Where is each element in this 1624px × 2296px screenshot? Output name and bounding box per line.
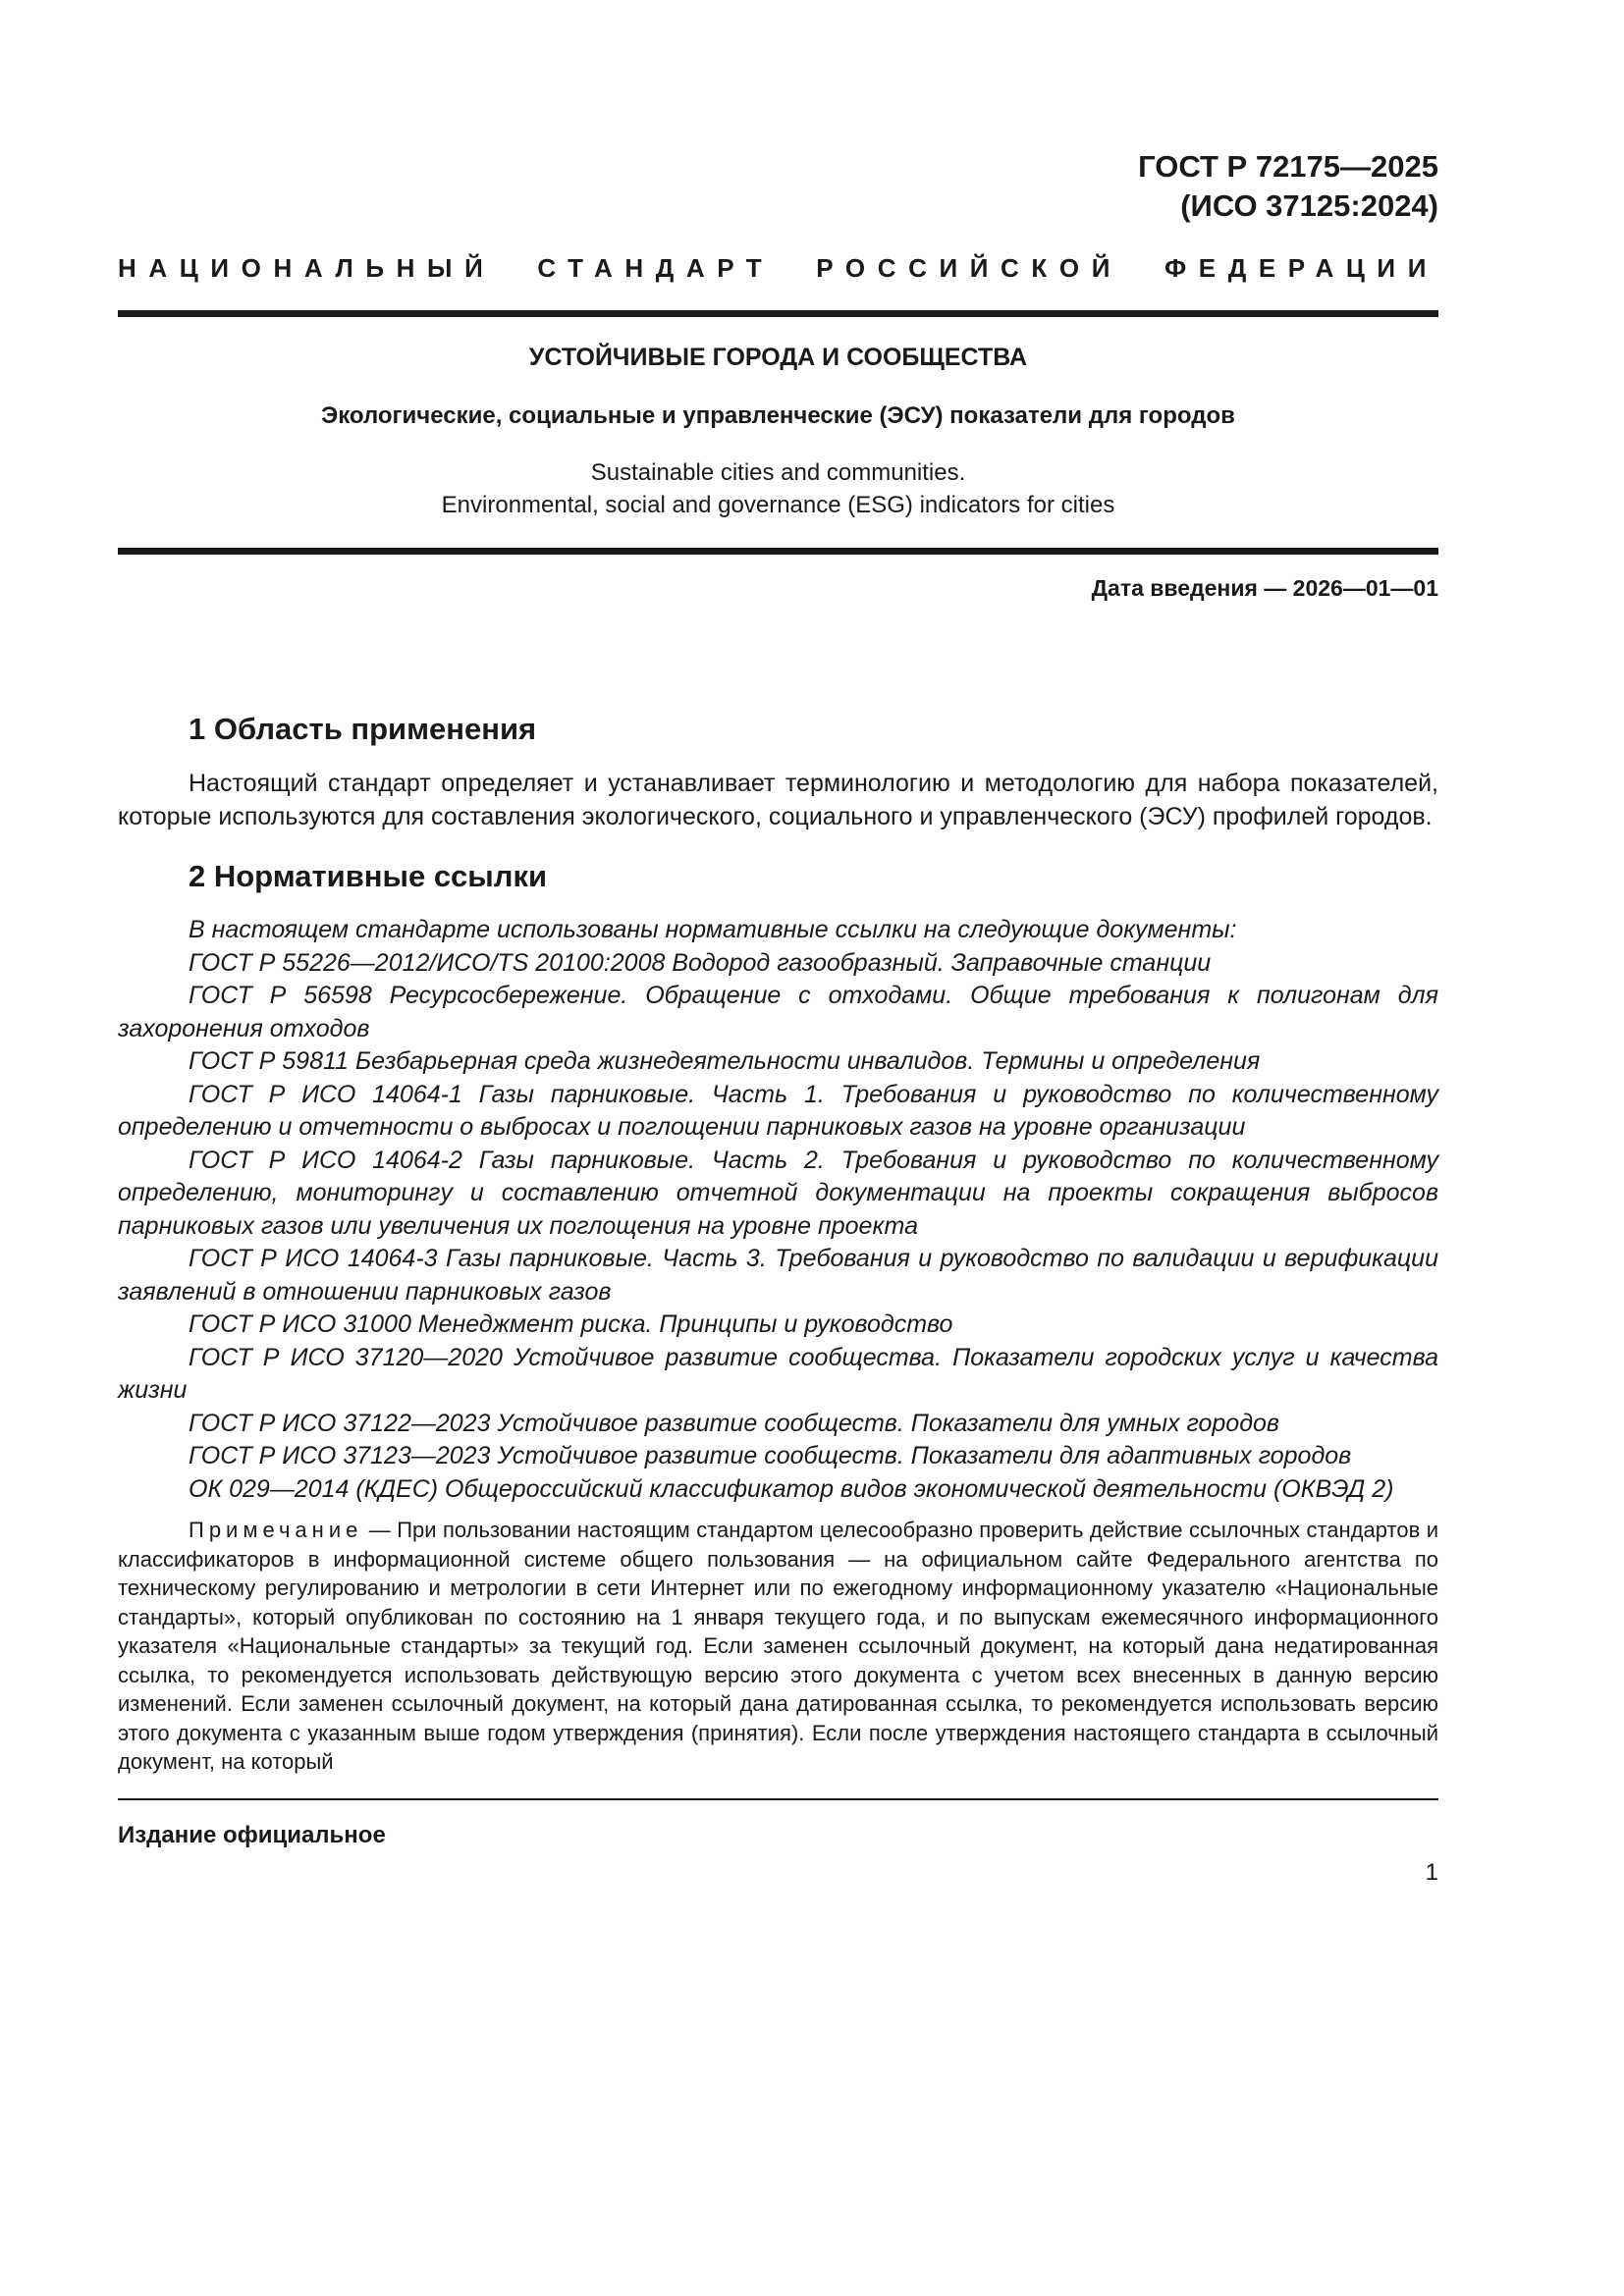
reference-item: ГОСТ Р 55226—2012/ИСО/TS 20100:2008 Водород газообразный. Заправочные станции [189, 948, 1212, 977]
reference-item: ГОСТ Р ИСО 37122—2023 Устойчивое развитие сообществ. Показатели для умных городов [189, 1409, 1279, 1437]
page-number: 1 [1425, 1858, 1438, 1886]
reference-item: ГОСТ Р ИСО 14064-2 Газы парниковые. Часть 2. Требования и руководство по количественному определению, мониторингу и составлению отчетной документации на проекты сокращения выбросов парниковых газов или увеличения их поглощения на уровне проекта [118, 1146, 1438, 1240]
title-en-line-1: Sustainable cities and communities. [590, 459, 966, 486]
reference-item: ГОСТ Р ИСО 14064-1 Газы парниковые. Часть 1. Требования и руководство по количественному определению и отчетности о выбросах и поглощении парниковых газов на уровне организации [118, 1080, 1438, 1141]
official-edition-label: Издание официальное [118, 1821, 386, 1848]
national-standard-banner: НАЦИОНАЛЬНЫЙ СТАНДАРТ РОССИЙСКОЙ ФЕДЕРАЦИИ [118, 253, 1438, 283]
reference-item: ГОСТ Р 59811 Безбарьерная среда жизнедеятельности инвалидов. Термины и определения [189, 1047, 1261, 1075]
reference-intro: В настоящем стандарте использованы нормативные ссылки на следующие документы: [189, 916, 1237, 943]
title-ru: УСТОЙЧИВЫЕ ГОРОДА И СООБЩЕСТВА [528, 344, 1028, 371]
title-divider [118, 548, 1438, 555]
reference-item: ГОСТ Р ИСО 31000 Менеджмент риска. Принципы и руководство [189, 1310, 953, 1338]
top-divider [118, 310, 1438, 317]
subtitle-ru: Экологические, социальные и управленческие (ЭСУ) показатели для городов [321, 402, 1235, 429]
title-en-line-2: Environmental, social and governance (ESG) indicators for cities [441, 492, 1115, 518]
standard-number: ГОСТ Р 72175—2025 [1138, 149, 1438, 184]
section-2-heading: 2 Нормативные ссылки [189, 859, 548, 893]
reference-item: ГОСТ Р ИСО 37123—2023 Устойчивое развитие сообществ. Показатели для адаптивных городов [189, 1442, 1352, 1469]
standard-designation [118, 147, 1438, 226]
document-page [118, 147, 1438, 1887]
footer-divider [118, 1798, 1438, 1800]
reference-list [118, 914, 1438, 1506]
reference-note [118, 1516, 1438, 1777]
title-en [118, 456, 1438, 521]
section-1-text: Настоящий стандарт определяет и устанавливает терминологию и методологию для набора показателей, которые используются для составления экологического, социального и управленческого (ЭСУ) профилей городов. [118, 770, 1438, 830]
reference-item: ГОСТ Р ИСО 14064-3 Газы парниковые. Часть 3. Требования и руководство по валидации и верификации заявлений в отношении парниковых газов [118, 1245, 1438, 1306]
note-text: — При пользовании настоящим стандартом целесообразно проверить действие ссылочных стандартов и классификаторов в информационной системе общего пользования — на официальном сайте Федерального агентства по техническому регулированию и метрологии в сети Интернет или по ежегодному информационному указателю «Национальные стандарты», который опубликован по состоянию на 1 января текущего года, и по выпускам ежемесячного информационного указателя «Национальные стандарты» за текущий год. Если заменен ссылочный документ, на который дана недатированная ссылка, то рекомендуется использовать действующую версию этого документа с учетом всех внесенных в данную версию изменений. Если заменен ссылочный документ, на который дана датированная ссылка, то рекомендуется использовать версию этого документа с указанным выше годом утверждения (принятия). Если после утверждения настоящего стандарта в ссылочный документ, на который [118, 1518, 1438, 1774]
reference-item: ГОСТ Р ИСО 37120—2020 Устойчивое развитие сообщества. Показатели городских услуг и качества жизни [118, 1343, 1438, 1404]
introduction-date: Дата введения — 2026—01—01 [1091, 575, 1438, 601]
note-label: Примечание [189, 1518, 363, 1542]
section-1-heading: 1 Область применения [189, 712, 537, 746]
iso-number: (ИСО 37125:2024) [1180, 188, 1438, 223]
reference-item: ГОСТ Р 56598 Ресурсосбережение. Обращение с отходами. Общие требования к полигонам для захоронения отходов [118, 982, 1438, 1042]
reference-item: ОК 029—2014 (КДЕС) Общероссийский классификатор видов экономической деятельности (ОКВЭД 2) [189, 1474, 1394, 1503]
